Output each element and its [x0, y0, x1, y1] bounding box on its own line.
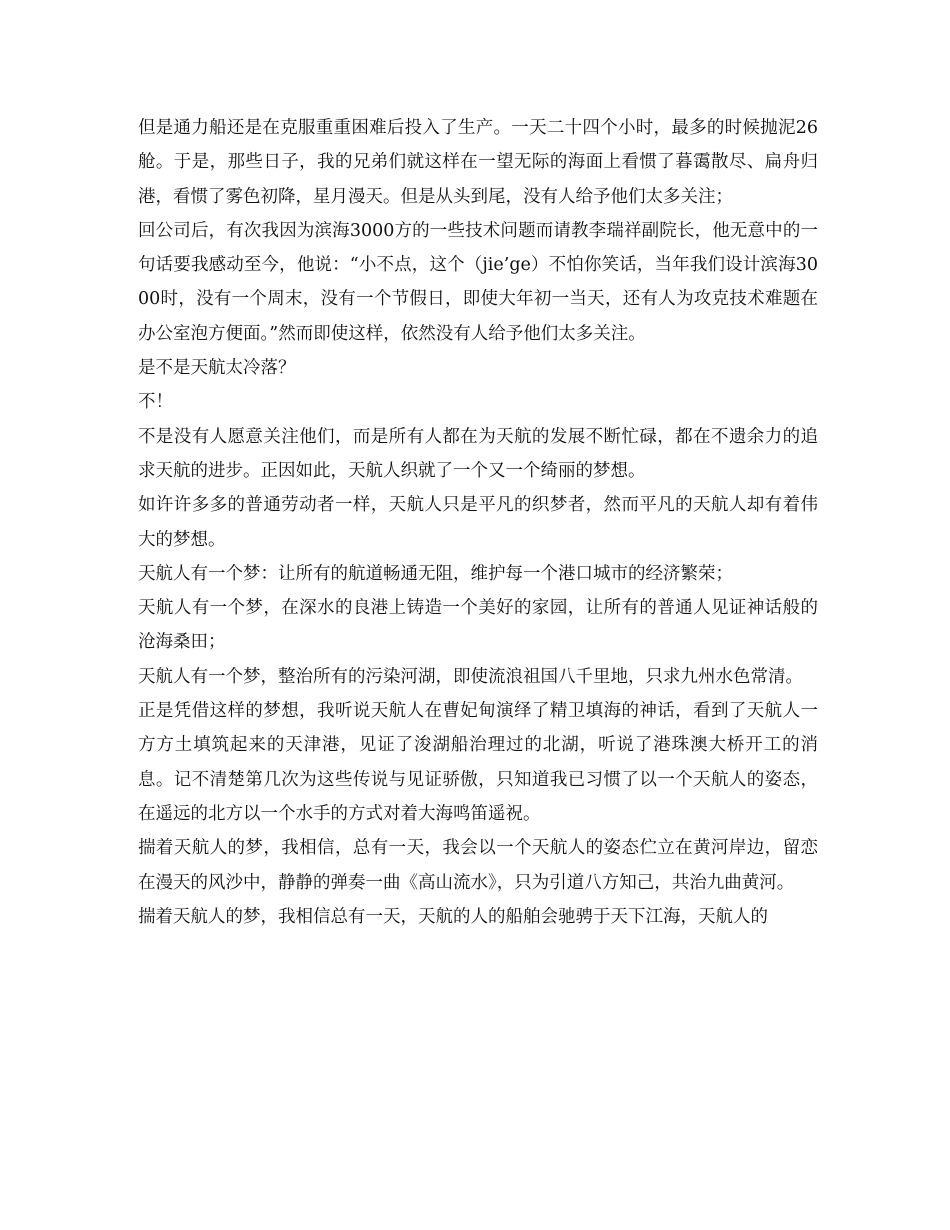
paragraph-10: 正是凭借这样的梦想，我听说天航人在曹妃甸演绎了精卫填海的神话，看到了天航人一方方土填筑起来的天津港，见证了浚湖船治理过的北湖，听说了港珠澳大桥开工的消息。记不清楚第几次为这些传说与见证骄傲，只知道我已习惯了以一个天航人的姿态，在遥远的北方以一个水手的方式对着大海鸣笛遥祝。: [138, 701, 818, 824]
paragraph-6: 如许许多多的普通劳动者一样，天航人只是平凡的织梦者，然而平凡的天航人却有着伟大的梦想。: [138, 495, 818, 550]
paragraph-12: 揣着天航人的梦，我相信总有一天，天航的人的船舶会驰骋于天下江海，天航人的: [138, 906, 768, 927]
paragraph-7: 天航人有一个梦：让所有的航道畅通无阻，维护每一个港口城市的经济繁荣；: [138, 563, 733, 584]
paragraph-11: 揣着天航人的梦，我相信，总有一天，我会以一个天航人的姿态伫立在黄河岸边，留恋在漫天的风沙中，静静的弹奏一曲《高山流水》，只为引道八方知己，共治九曲黄河。: [138, 838, 818, 893]
paragraph-3: 是不是天航太冷落？: [138, 358, 296, 379]
document-body: [138, 111, 818, 934]
paragraph-4: 不！: [138, 392, 173, 413]
paragraph-5: 不是没有人愿意关注他们，而是所有人都在为天航的发展不断忙碌，都在不遗余力的追求天航的进步。正因如此，天航人织就了一个又一个绮丽的梦想。: [138, 426, 818, 481]
paragraph-2: 回公司后，有次我因为滨海3000方的一些技术问题而请教李瑞祥副院长，他无意中的一句话要我感动至今，他说：“小不点，这个（jie’ge）不怕你笑话，当年我们设计滨海3000时，没有一个周末，没有一个节假日，即使大年初一当天，还有人为攻克技术难题在办公室泡方便面。”然而即使这样，依然没有人给予他们太多关注。: [138, 220, 818, 344]
paragraph-8: 天航人有一个梦，在深水的良港上铸造一个美好的家园，让所有的普通人见证神话般的沧海桑田；: [138, 598, 818, 653]
paragraph-1: 但是通力船还是在克服重重困难后投入了生产。一天二十四个小时，最多的时候抛泥26舱。于是，那些日子，我的兄弟们就这样在一望无际的海面上看惯了暮霭散尽、扁舟归港，看惯了雾色初降，星月漫天。但是从头到尾，没有人给予他们太多关注；: [138, 118, 818, 207]
paragraph-9: 天航人有一个梦，整治所有的污染河湖，即使流浪祖国八千里地，只求九州水色常清。: [138, 666, 803, 687]
